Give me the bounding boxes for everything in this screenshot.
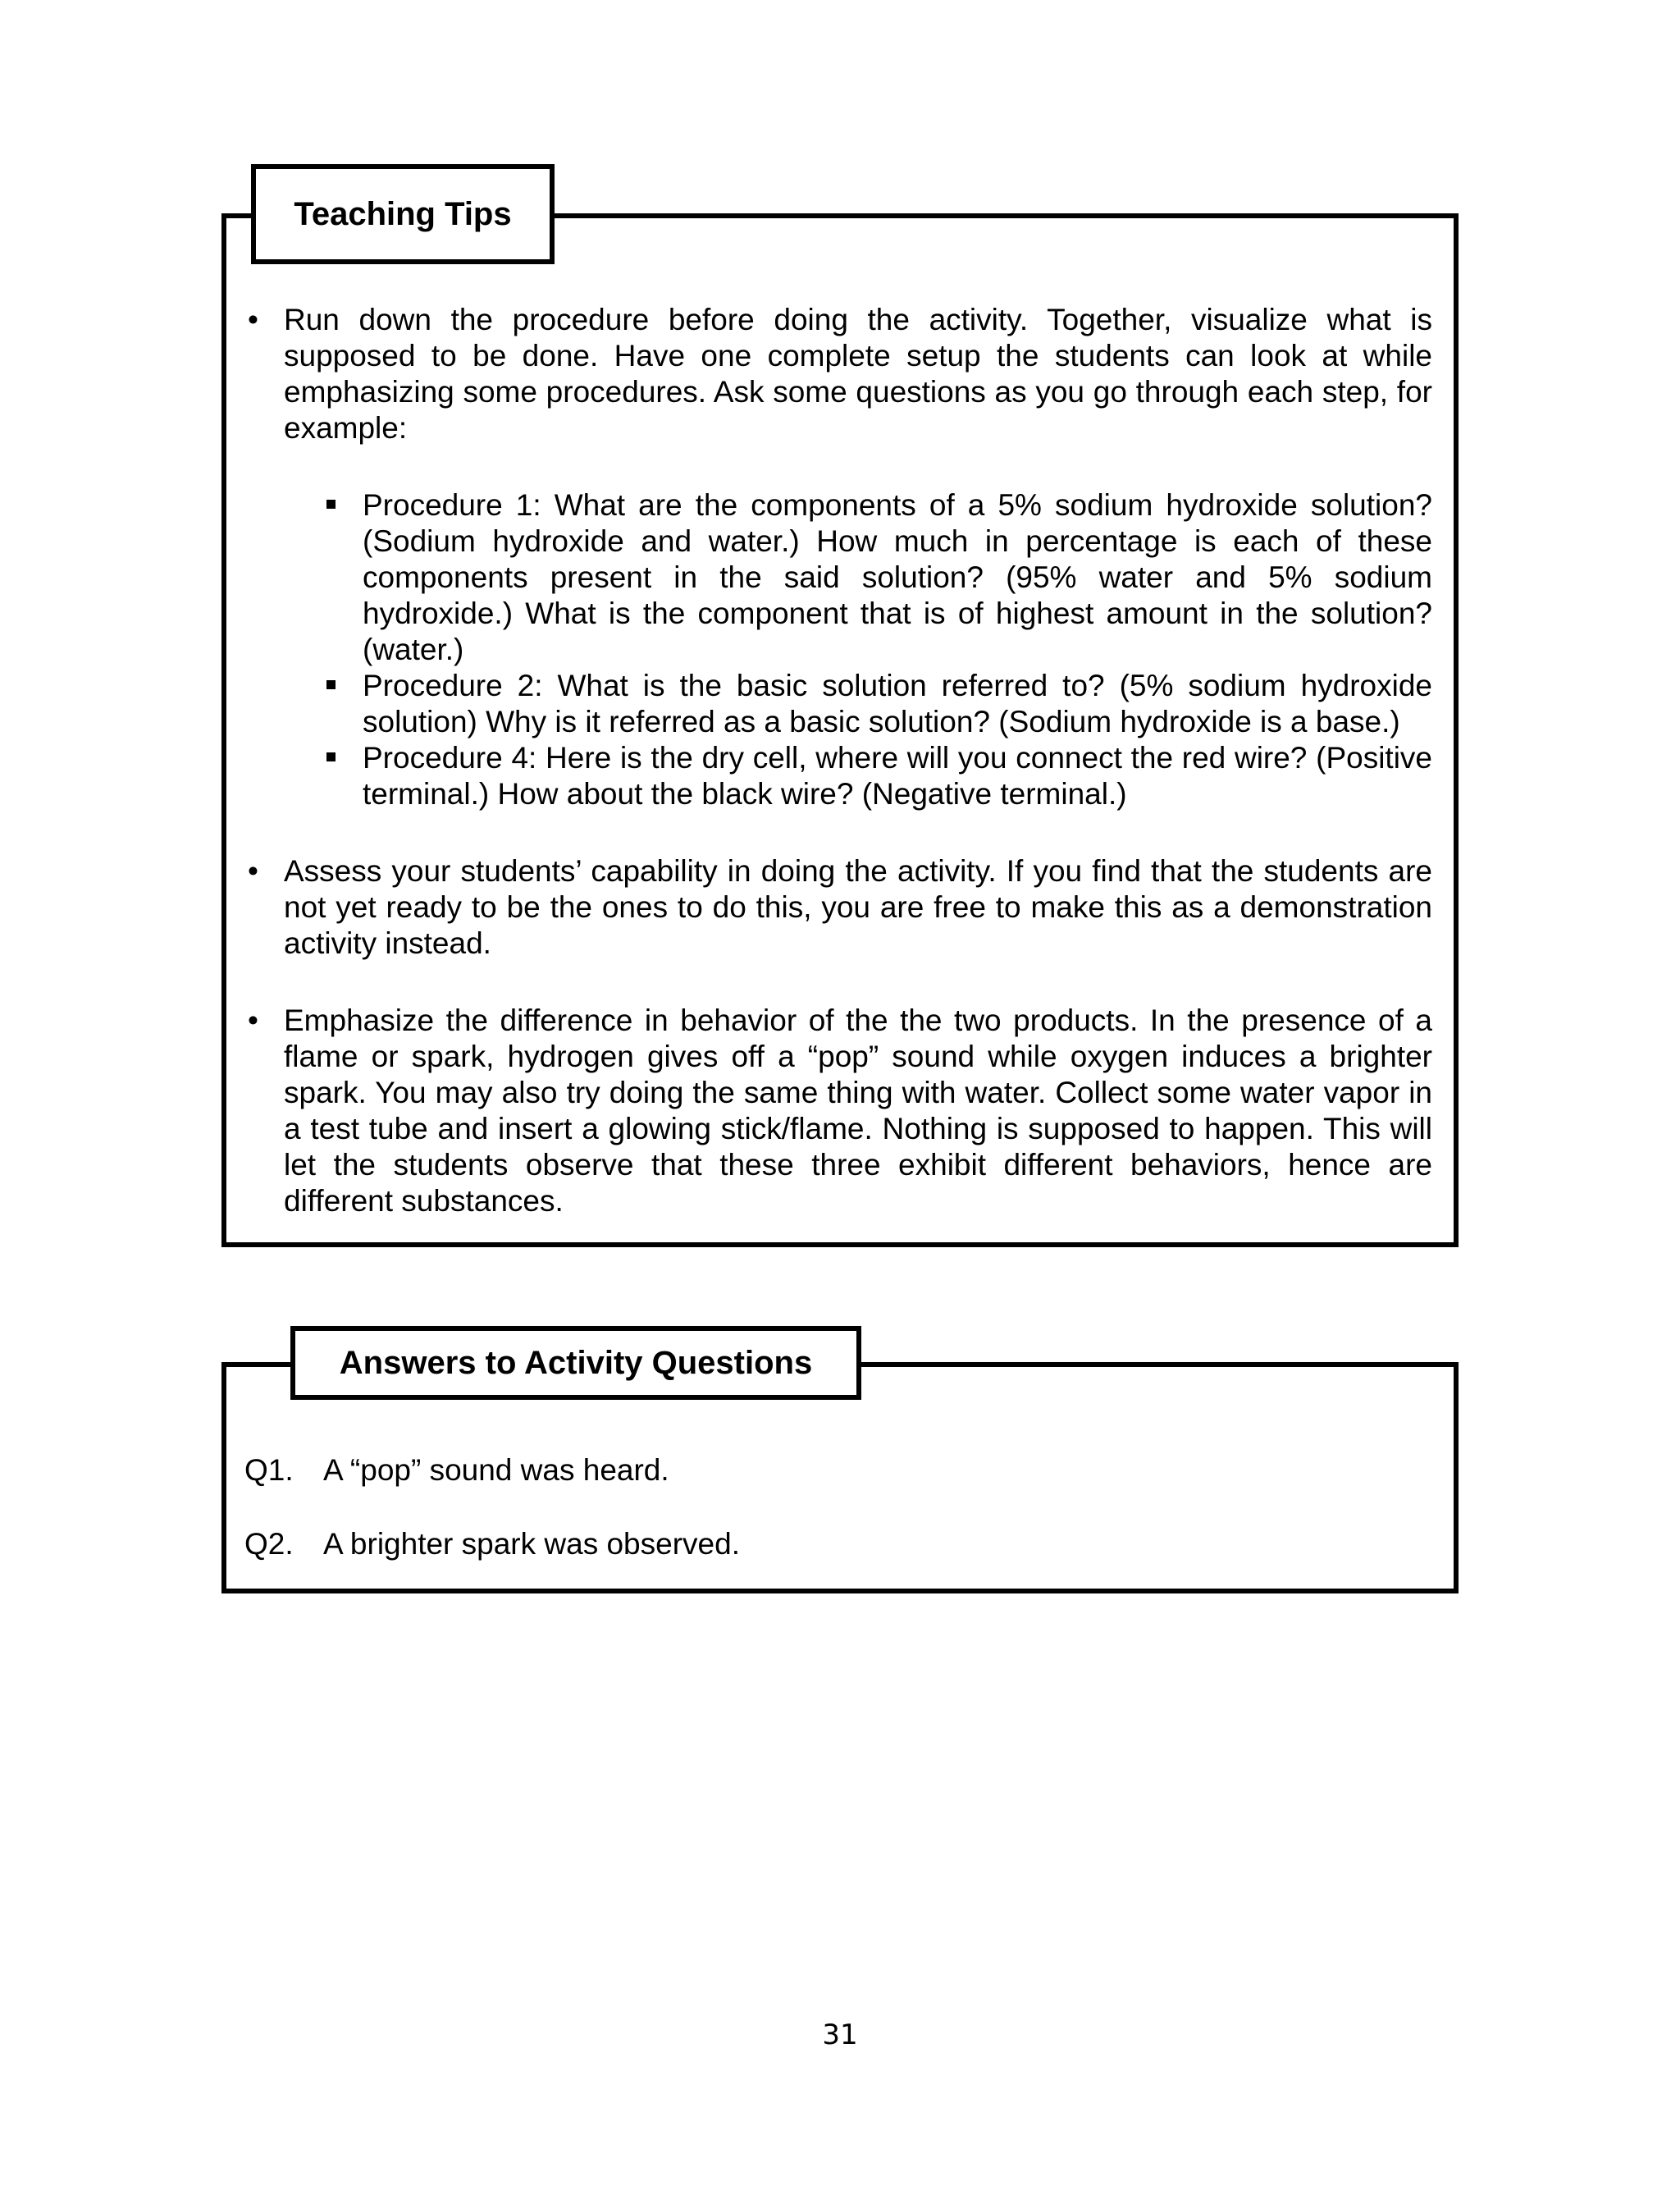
page-number: 31 bbox=[822, 2019, 858, 2051]
question-number: Q1. bbox=[244, 1453, 294, 1487]
tip-text: Run down the procedure before doing the activity. Together, visualize what is supposed to be done. Have one complete setup the students can look at while emphasizing some procedures. Ask some questions as you go through each step, for example: bbox=[284, 303, 1432, 445]
square-bullet-icon bbox=[326, 500, 336, 509]
tip-bullet bbox=[243, 302, 1432, 812]
answer-text: A brighter spark was observed. bbox=[323, 1527, 740, 1561]
procedure-text: Procedure 4: Here is the dry cell, where will you connect the red wire? (Positive terminal.) How about the black wire? (Negative terminal.) bbox=[363, 741, 1432, 811]
answers-title: Answers to Activity Questions bbox=[290, 1326, 861, 1400]
question-number: Q2. bbox=[244, 1527, 294, 1561]
procedure-item bbox=[325, 487, 1432, 668]
procedure-text: Procedure 1: What are the components of a 5% sodium hydroxide solution? (Sodium hydroxide and water.) How much in percentage is each of these components present in the said solution? (95% water and 5% sodium hydroxide.) What is the component that is of highest amount in the solution? (water.) bbox=[363, 488, 1432, 666]
square-bullet-icon bbox=[326, 680, 336, 689]
teaching-tips-title: Teaching Tips bbox=[251, 164, 555, 264]
bullet-icon: • bbox=[248, 1004, 258, 1037]
answers-content bbox=[244, 1452, 1434, 1562]
teaching-tips-content bbox=[243, 302, 1432, 1219]
answer-row bbox=[244, 1526, 1434, 1562]
procedure-item bbox=[325, 668, 1432, 740]
answer-row bbox=[244, 1452, 1434, 1488]
bullet-icon: • bbox=[248, 303, 258, 336]
square-bullet-icon bbox=[326, 752, 336, 761]
procedure-item bbox=[325, 740, 1432, 812]
tip-bullet bbox=[243, 1003, 1432, 1219]
tip-bullet bbox=[243, 853, 1432, 962]
answer-text: A “pop” sound was heard. bbox=[323, 1453, 669, 1487]
bullet-icon: • bbox=[248, 854, 258, 888]
procedure-text: Procedure 2: What is the basic solution referred to? (5% sodium hydroxide solution) Why is it referred as a basic solution? (Sodium hydroxide is a base.) bbox=[363, 669, 1432, 738]
tip-text: Assess your students’ capability in doing the activity. If you find that the students are not yet ready to be the ones to do this, you are free to make this as a demonstration activity instead. bbox=[284, 854, 1432, 960]
tip-text: Emphasize the difference in behavior of the the two products. In the presence of a flame or spark, hydrogen gives off a “pop” sound while oxygen induces a brighter spark. You may also try doing the same thing with water. Collect some water vapor in a test tube and insert a glowing stick/flame. Nothing is supposed to happen. This will let the students observe that these three exhibit different behaviors, hence are different substances. bbox=[284, 1004, 1432, 1218]
procedure-questions-list bbox=[325, 487, 1432, 812]
